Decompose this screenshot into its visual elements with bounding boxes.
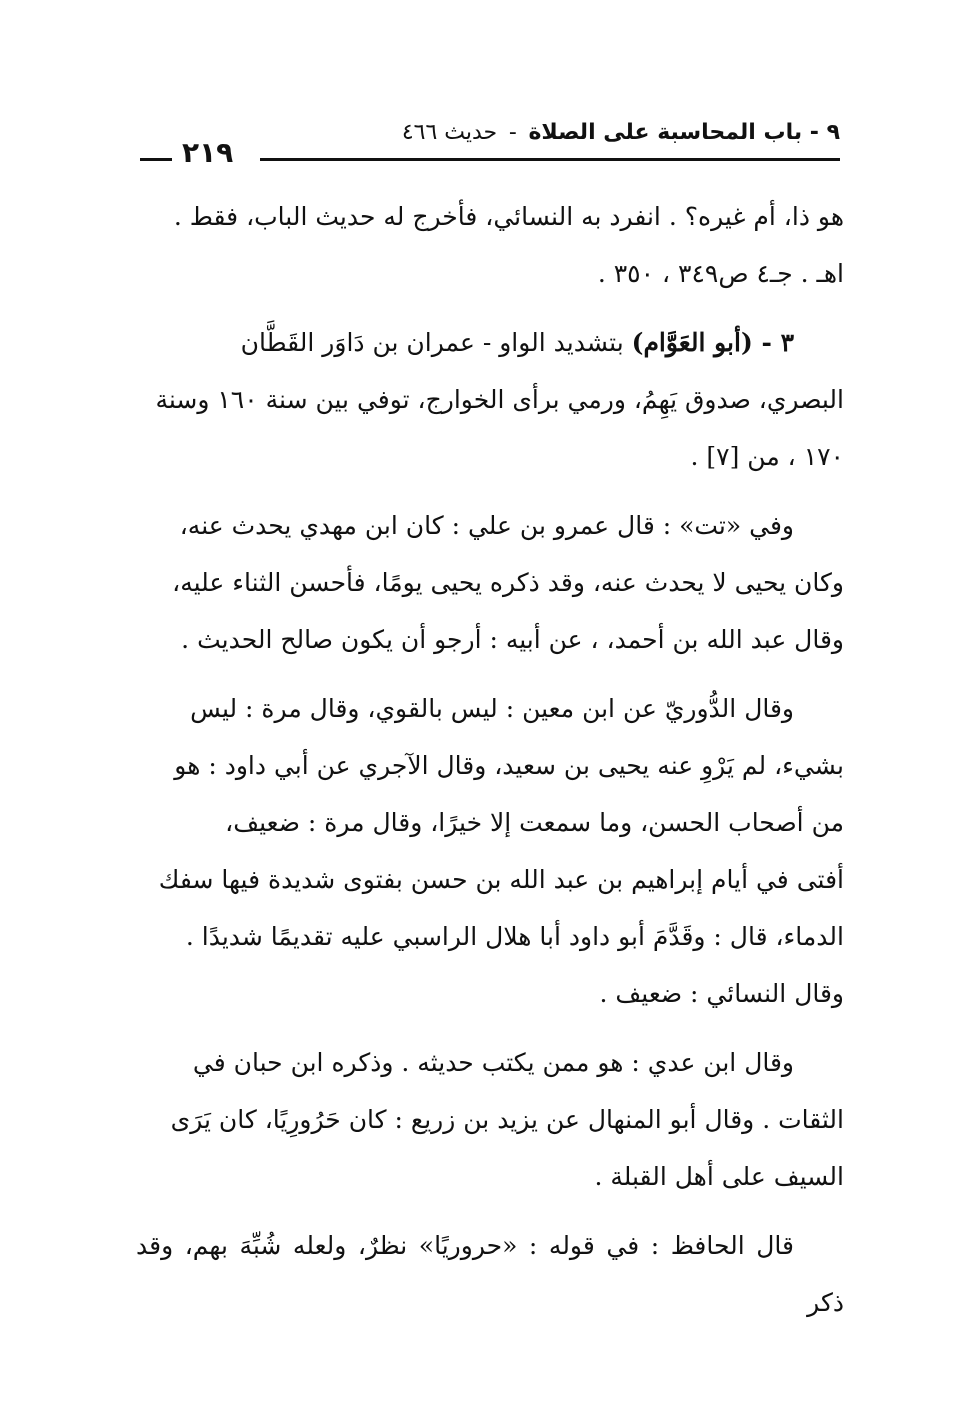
page-header: [140, 118, 840, 178]
paragraph-4: [136, 680, 844, 1022]
paragraph-5: [136, 1034, 844, 1205]
text-line: السيف على أهل القبلة .: [594, 1162, 844, 1191]
text-line: بشيء، لم يَرْوِ عنه يحيى بن سعيد، وقال الآجري عن أبي داود : هو: [174, 751, 844, 780]
text-line: بتشديد الواو - عمران بن دَاوَر القَطَّان: [240, 328, 632, 357]
text-line: وقال ابن عدي : هو ممن يكتب حديثه . وذكره ابن حبان في: [192, 1048, 794, 1077]
paragraph-2: [136, 314, 844, 485]
paragraph-3: [136, 497, 844, 668]
page-number: ٢١٩: [182, 136, 234, 169]
text-line: أفتى في أيام إبراهيم بن عبد الله بن حسن بفتوى شديدة فيها سفك: [158, 865, 844, 894]
paragraph-1: [136, 188, 844, 302]
text-line: من أصحاب الحسن، وما سمعت إلا خيرًا، وقال مرة : ضعيف،: [225, 808, 844, 837]
text-line: الدماء، قال : وقَدَّمَ أبو داود أبا هلال الراسبي عليه تقديمًا شديدًا .: [185, 922, 844, 951]
text-line: البصري، صدوق يَهِمُ، ورمي برأى الخوارج، توفي بين سنة ١٦٠ وسنة: [155, 385, 844, 414]
text-line: الثقات . وقال أبو المنهال عن يزيد بن زريع : كان حَرُورِيًا، كان يَرَى: [170, 1105, 844, 1134]
text-line: اهـ . جـ٤ ص٣٤٩ ، ٣٥٠ .: [597, 259, 844, 288]
paragraph-6: [136, 1217, 844, 1331]
page-body: [136, 188, 844, 1343]
page-number-rule: [140, 158, 172, 161]
running-header: [402, 120, 840, 145]
text-line: هو ذا، أم غيره؟ . انفرد به النسائي، فأخرج له حديث الباب، فقط .: [173, 202, 844, 231]
narrator-name: ٣ - (أبو العَوَّام): [631, 328, 794, 357]
header-rule: [260, 158, 840, 161]
text-line: وقال النسائي : ضعيف .: [599, 979, 844, 1008]
hadith-number: حديث ٤٦٦: [401, 120, 498, 145]
text-line: قال الحافظ : في قوله : «حروريًا» نظرٌ، ولعله شُبِّهَ بهم، وقد ذكر: [136, 1231, 844, 1317]
text-line: ١٧٠ ، من [٧] .: [690, 442, 844, 471]
chapter-title: ٩ - باب المحاسبة على الصلاة: [528, 120, 840, 145]
text-line: وفي «تت» : قال عمرو بن علي : كان ابن مهدي يحدث عنه،: [179, 511, 794, 540]
text-line: وقال عبد الله بن أحمد، ، عن أبيه : أرجو أن يكون صالح الحديث .: [181, 625, 844, 654]
text-line: وقال الدُّوريّ عن ابن معين : ليس بالقوي، وقال مرة : ليس: [190, 694, 794, 723]
text-line: وكان يحيى لا يحدث عنه، وقد ذكره يحيى يومًا، فأحسن الثناء عليه،: [172, 568, 844, 597]
header-separator: -: [508, 120, 517, 145]
